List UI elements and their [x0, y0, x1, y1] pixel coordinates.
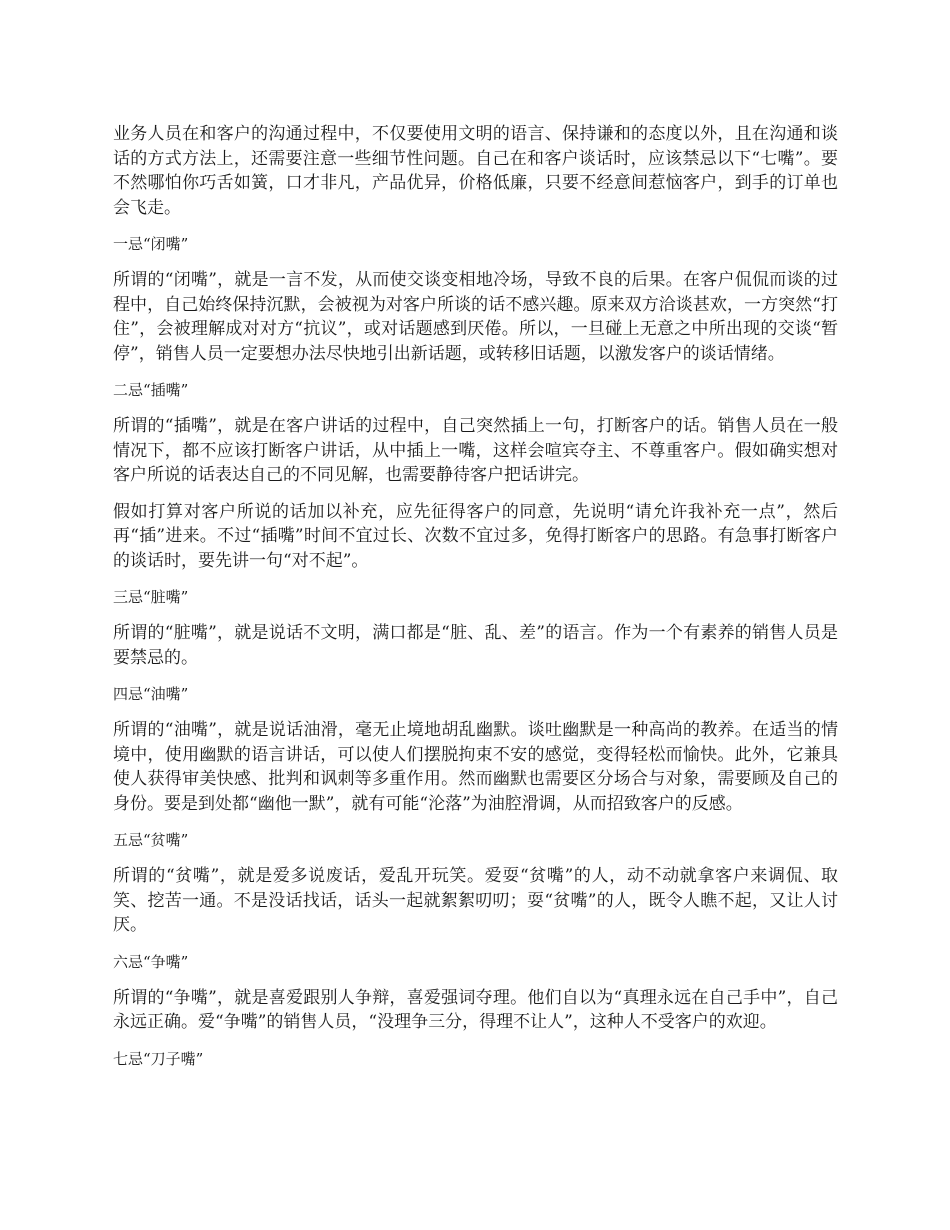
document-page	[113, 122, 838, 1083]
section-2-paragraph-2: 假如打算对客户所说的话加以补充，应先征得客户的同意，先说明“请允许我补充一点”，然后再“插”进来。不过“插嘴”时间不宜过长、次数不宜过多，免得打断客户的思路。有急事打断客户的谈话时，要先讲一句“对不起”。	[113, 501, 838, 571]
section-4-paragraph-1: 所谓的“油嘴”，就是说话油滑，毫无止境地胡乱幽默。谈吐幽默是一种高尚的教养。在适当的情境中，使用幽默的语言讲话，可以使人们摆脱拘束不安的感觉，变得轻松而愉快。此外，它兼具使人获得审美快感、批判和讽刺等多重作用。然而幽默也需要区分场合与对象，需要顾及自己的身份。要是到处都“幽他一默”，就有可能“沦落”为油腔滑调，从而招致客户的反感。	[113, 720, 838, 814]
section-2-paragraph-1: 所谓的“插嘴”，就是在客户讲话的过程中，自己突然插上一句，打断客户的话。销售人员在一般情况下，都不应该打断客户讲话，从中插上一嘴，这样会喧宾夺主、不尊重客户。假如确实想对客户所说的话表达自己的不同见解，也需要静待客户把话讲完。	[113, 416, 838, 485]
section-heading-6: 六忌“争嘴”	[113, 952, 189, 971]
section-3-paragraph-1: 所谓的“脏嘴”，就是说话不文明，满口都是“脏、乱、差”的语言。作为一个有素养的销售人员是要禁忌的。	[113, 623, 838, 668]
section-6-paragraph-1: 所谓的“争嘴”，就是喜爱跟别人争辩，喜爱强词夺理。他们自以为“真理永远在自己手中”，自己永远正确。爱“争嘴”的销售人员，“没理争三分，得理不让人”，这种人不受客户的欢迎。	[113, 987, 838, 1032]
section-5-paragraph-1: 所谓的“贫嘴”，就是爱多说废话，爱乱开玩笑。爱耍“贫嘴”的人，动不动就拿客户来调侃、取笑、挖苦一通。不是没话找话，话头一起就絮絮叨叨；耍“贫嘴”的人，既令人瞧不起，又让人讨厌。	[113, 866, 838, 935]
section-heading-1: 一忌“闭嘴”	[113, 235, 189, 253]
section-1-paragraph-1: 所谓的“闭嘴”，就是一言不发，从而使交谈变相地冷场，导致不良的后果。在客户侃侃而谈的过程中，自己始终保持沉默，会被视为对客户所谈的话不感兴趣。原来双方洽谈甚欢，一方突然“打住”，会被理解成对对方“抗议”，或对话题感到厌倦。所以，一旦碰上无意之中所出现的交谈“暂停”，销售人员一定要想办法尽快地引出新话题，或转移旧话题，以激发客户的谈话情绪。	[113, 270, 838, 364]
section-heading-7: 七忌“刀子嘴”	[113, 1049, 204, 1068]
intro-paragraph: 业务人员在和客户的沟通过程中，不仅要使用文明的语言、保持谦和的态度以外，且在沟通和谈话的方式方法上，还需要注意一些细节性问题。自己在和客户谈话时，应该禁忌以下“七嘴”。要不然哪怕你巧舌如簧，口才非凡，产品优异，价格低廉，只要不经意间惹恼客户，到手的订单也会飞走。	[113, 124, 838, 218]
section-heading-4: 四忌“油嘴”	[113, 685, 189, 703]
section-heading-5: 五忌“贫嘴”	[113, 831, 189, 849]
section-heading-2: 二忌“插嘴”	[113, 381, 189, 399]
section-heading-3: 三忌“脏嘴”	[113, 588, 189, 606]
